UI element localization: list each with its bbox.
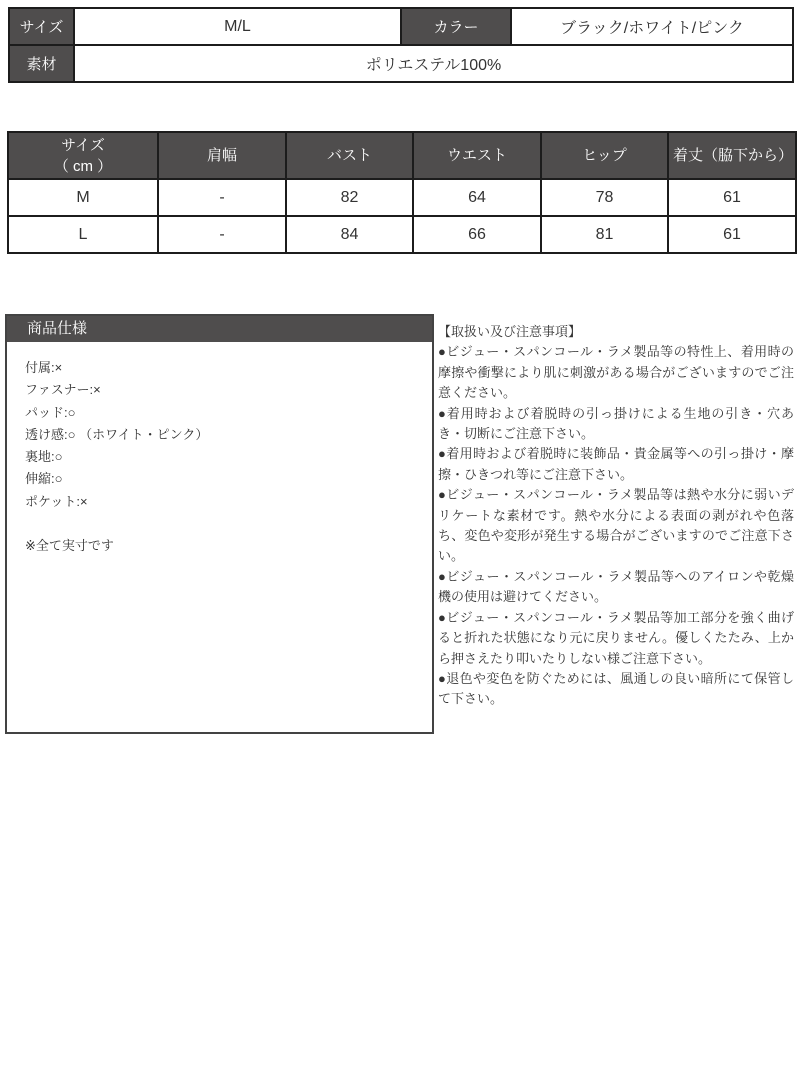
bust-header: バスト <box>286 132 413 179</box>
color-label: カラー <box>401 8 511 45</box>
handling-note-jewelry: ●着用時および着脱時に装飾品・貴金属等への引っ掛け・摩擦・ひきつれ等にご注意下さい。 <box>438 446 794 482</box>
row-l-bust: 84 <box>286 216 413 253</box>
spec-note-actual-measurements: ※全て実寸です <box>25 538 114 554</box>
measurements-row-l <box>8 216 796 253</box>
row-l-hip: 81 <box>541 216 668 253</box>
spec-item-fastener: ファスナー:× <box>25 382 101 398</box>
row-m-waist: 64 <box>413 179 541 216</box>
summary-row-material <box>9 45 793 82</box>
measurements-table <box>7 131 797 254</box>
spec-item-stretch: 伸縮:○ <box>25 471 63 487</box>
spec-item-lining: 裏地:○ <box>25 449 63 465</box>
size-cm-header-line1: サイズ <box>61 136 105 154</box>
row-l-length: 61 <box>668 216 796 253</box>
color-value: ブラック/ホワイト/ピンク <box>511 8 793 45</box>
size-label: サイズ <box>9 8 74 45</box>
row-l-waist: 66 <box>413 216 541 253</box>
spec-item-pad: パッド:○ <box>25 404 76 420</box>
spec-item-sheerness: 透け感:○ （ホワイト・ピンク） <box>25 426 209 442</box>
material-value: ポリエステル100% <box>74 45 793 82</box>
product-spec-body <box>7 342 432 572</box>
handling-notes <box>438 322 794 710</box>
hip-header: ヒップ <box>541 132 668 179</box>
size-value: M/L <box>74 8 401 45</box>
row-l-size: L <box>8 216 158 253</box>
row-m-shoulder: - <box>158 179 286 216</box>
spec-item-accessory: 付属:× <box>25 360 63 375</box>
row-m-size: M <box>8 179 158 216</box>
length-header: 着丈（脇下から） <box>668 132 796 179</box>
handling-notes-title: 【取扱い及び注意事項】 <box>438 324 582 339</box>
summary-table <box>8 7 794 83</box>
row-m-length: 61 <box>668 179 796 216</box>
handling-note-heat-moisture: ●ビジュー・スパンコール・ラメ製品等は熱や水分に弱いデリケートな素材です。熱や水分による表面の剥がれや色落ち、変色や変形が発生する場合がございますのでご注意下さい。 <box>438 487 794 564</box>
spec-item-pocket: ポケット:× <box>25 493 88 509</box>
row-m-hip: 78 <box>541 179 668 216</box>
handling-note-snagging: ●着用時および着脱時の引っ掛けによる生地の引き・穴あき・切断にご注意下さい。 <box>438 405 794 442</box>
row-m-bust: 82 <box>286 179 413 216</box>
summary-row-size-color <box>9 8 793 45</box>
row-l-shoulder: - <box>158 216 286 253</box>
size-cm-header <box>8 132 158 179</box>
handling-note-iron-dryer: ●ビジュー・スパンコール・ラメ製品等へのアイロンや乾燥機の使用は避けてください。 <box>438 568 794 605</box>
handling-note-storage: ●退色や変色を防ぐためには、風通しの良い暗所にて保管して下さい。 <box>438 670 794 707</box>
handling-note-bending: ●ビジュー・スパンコール・ラメ製品等加工部分を強く曲げると折れた状態になり元に戻りません。優しくたたみ、上から押さえたり叩いたりしない様ご注意下さい。 <box>438 609 794 666</box>
measurements-header-row <box>8 132 796 179</box>
product-spec-title: 商品仕様 <box>7 316 432 342</box>
material-label: 素材 <box>9 45 74 82</box>
shoulder-header: 肩幅 <box>158 132 286 179</box>
waist-header: ウエスト <box>413 132 541 179</box>
measurements-row-m <box>8 179 796 216</box>
product-spec-box <box>5 314 434 734</box>
handling-note-friction: ●ビジュー・スパンコール・ラメ製品等の特性上、着用時の摩擦や衝撃により肌に刺激がある場合がございますのでご注意ください。 <box>438 344 794 401</box>
size-cm-header-line2: （ cm ） <box>53 157 113 175</box>
